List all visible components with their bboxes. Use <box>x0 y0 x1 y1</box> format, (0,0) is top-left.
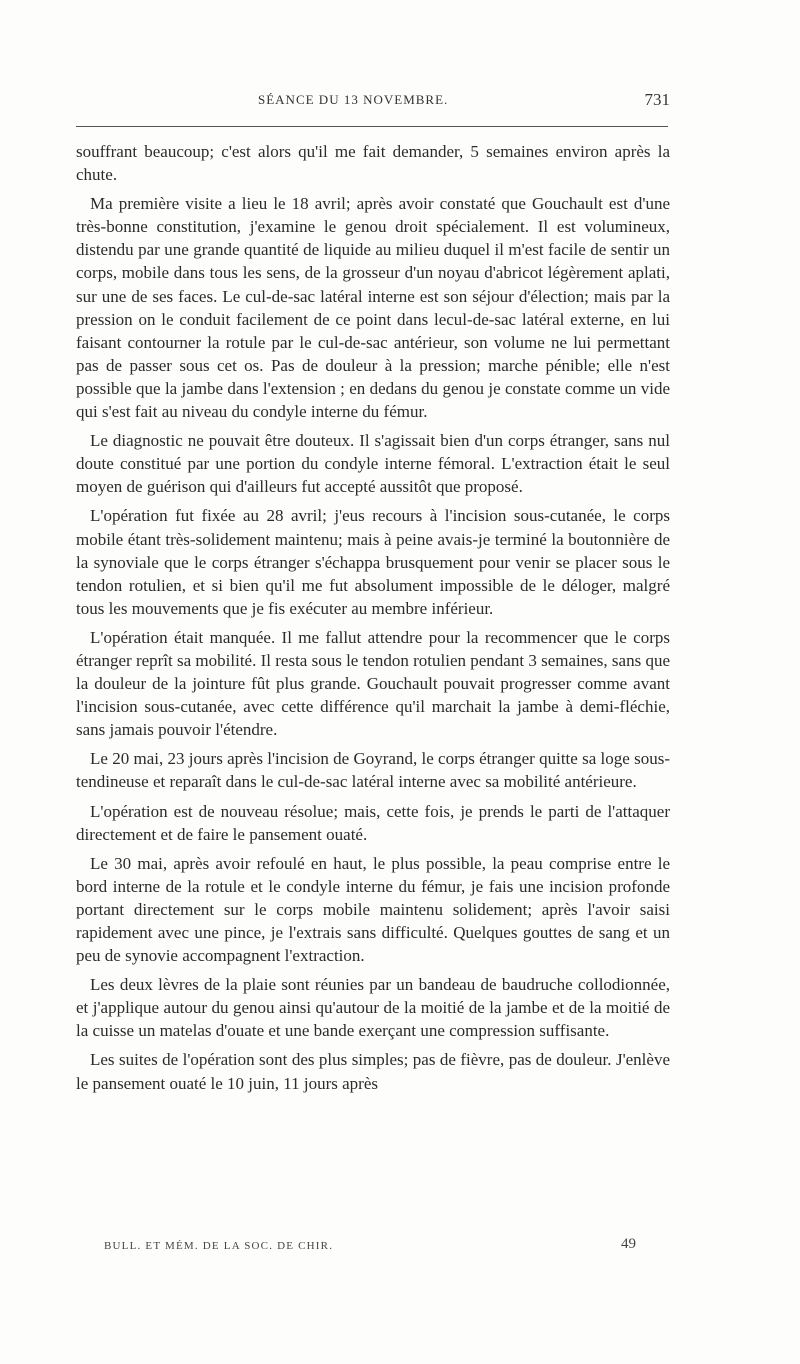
running-title: SÉANCE DU 13 NOVEMBRE. <box>258 92 449 107</box>
paragraph-6: Le 20 mai, 23 jours après l'incision de Goyrand, le corps étranger quitte sa loge sous-tendineuse et reparaît dans le cul-de-sac latéral interne avec sa mobilité antérieure. <box>76 749 670 792</box>
paragraph-4: L'opération fut fixée au 28 avril; j'eus recours à l'incision sous-cutanée, le corps mobile étant très-solidement maintenu; mais à peine avais-je terminé la boutonnière de la synoviale que le corps étranger s'échappa brusquement pour venir se placer sous le tendon rotulien, et si bien qu'il me fut absolument impossible de le déloger, malgré tous les mouvements que je fis exécuter au membre inférieur. <box>76 506 670 618</box>
paragraph-5: L'opération était manquée. Il me fallut attendre pour la recommencer que le corps étranger reprît sa mobilité. Il resta sous le tendon rotulien pendant 3 semaines, sans que la douleur de la jointure fût plus grande. Gouchault pouvait progresser comme avant l'incision sous-cutanée, avec cette différence qu'il marchait la jambe à demi-fléchie, sans jamais pouvoir l'étendre. <box>76 627 670 740</box>
paragraph-2: Ma première visite a lieu le 18 avril; après avoir constaté que Gouchault est d'une très-bonne constitution, j'examine le genou droit spécialement. Il est volumineux, distendu par une grande quantité de liquide au milieu duquel il m'est facile de sentir un corps, mobile dans tous les sens, de la grosseur d'un noyau d'abricot légèrement aplati, sur une de ses faces. Le cul-de-sac latéral interne est son séjour d'élection; mais par la pression on le conduit facilement de ce point dans lecul-de-sac latéral externe, en lui faisant contourner la rotule par le cul-de-sac antérieur, son volume ne lui permettant pas de passer sous cet os. Pas de douleur à la pression; marche pénible; elle n'est possible que la jambe dans l'extension ; en dedans du genou je constate comme un vide qui s'est fait au niveau du condyle interne du fémur. <box>76 194 670 422</box>
running-head <box>78 92 670 114</box>
footer-signature: BULL. ET MÉM. DE LA SOC. DE CHIR. <box>104 1240 334 1252</box>
footer <box>76 1238 636 1258</box>
header-rule <box>76 126 668 127</box>
signature-number: 49 <box>621 1236 636 1252</box>
paragraph-1: souffrant beaucoup; c'est alors qu'il me fait demander, 5 semaines environ après la chute. <box>76 142 670 185</box>
paragraph-10: Les suites de l'opération sont des plus simples; pas de fièvre, pas de douleur. J'enlève le pansement ouaté le 10 juin, 11 jours après <box>76 1050 670 1093</box>
paragraph-7: L'opération est de nouveau résolue; mais, cette fois, je prends le parti de l'attaquer directement et de faire le pansement ouaté. <box>76 801 670 844</box>
paragraph-3: Le diagnostic ne pouvait être douteux. Il s'agissait bien d'un corps étranger, sans nul doute constitué par une portion du condyle interne fémoral. L'extraction était le seul moyen de guérison qui d'ailleurs fut accepté aussitôt que proposé. <box>76 431 670 497</box>
paragraph-9: Les deux lèvres de la plaie sont réunies par un bandeau de baudruche collodionnée, et j'applique autour du genou ainsi qu'autour de la moitié de la jambe et de la moitié de la cuisse un matelas d'ouate et une bande exerçant une compression suffisante. <box>76 975 670 1041</box>
body-text <box>76 140 670 1101</box>
page-number: 731 <box>644 90 670 109</box>
paragraph-8: Le 30 mai, après avoir refoulé en haut, le plus possible, la peau comprise entre le bord interne de la rotule et le condyle interne du fémur, je fais une incision profonde portant directement sur le corps mobile maintenu solidement; après l'avoir saisi rapidement avec une pince, je l'extrais sans difficulté. Quelques gouttes de sang et un peu de synovie accompagnent l'extraction. <box>76 853 670 966</box>
